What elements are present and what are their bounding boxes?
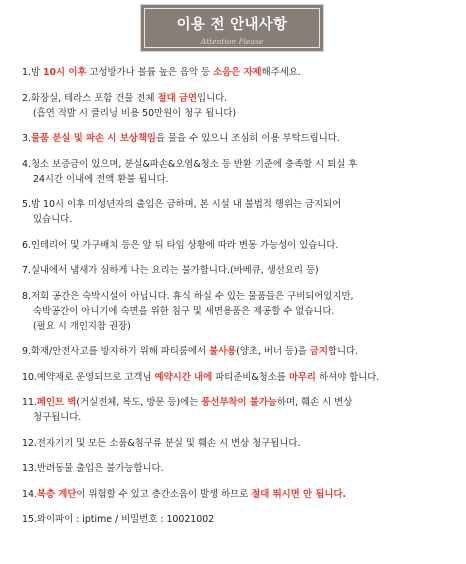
rule-text: 청구됩니다. (33, 412, 82, 423)
highlight-text: 페인트 벽 (36, 397, 77, 408)
rule-11-line-2 (22, 410, 460, 425)
rule-text: 9.화재/안전사고를 방지하기 위해 파티룸에서 (22, 346, 210, 357)
rule-text: 11. (22, 397, 37, 408)
highlight-text: 소음은 자제 (213, 67, 262, 78)
rule-9-line-1 (22, 344, 460, 359)
rule-text: 7.실내에서 냄새가 심하게 나는 요리는 불가합니다.(바베큐, 생선요리 등) (22, 265, 319, 276)
rule-6-line-1 (22, 238, 460, 253)
highlight-text: 마무리 (288, 371, 316, 383)
highlight-text: 10시 이후 (42, 67, 87, 78)
rule-7-line-1 (22, 263, 460, 278)
rule-text: 숙박공간이 아니기에 숙면을 위한 침구 및 세면용품은 제공할 수 없습니다. (33, 305, 335, 317)
rule-text: 해주세요. (261, 67, 301, 78)
rule-4-line-2 (22, 172, 460, 187)
rule-text: 24시간 이내에 전액 환불 됩니다. (33, 173, 169, 185)
rule-text: (흡연 적발 시 클리닝 비용 50만원이 청구 됩니다) (33, 107, 237, 119)
title-banner (140, 4, 324, 52)
rule-text: 파티준비&청소를 (212, 371, 289, 383)
highlight-text: 복층 계단 (36, 488, 77, 500)
rule-text: 8.저희 공간은 숙박시설이 아닙니다. 휴식 하실 수 있는 물품들은 구비되어있지만, (22, 290, 354, 302)
rule-text: 13.반려동물 출입은 불가능합니다. (22, 463, 164, 474)
highlight-text: 물품 분실 및 파손 시 보상책임 (30, 133, 156, 144)
rule-14-line-1 (22, 487, 460, 502)
rule-8-line-2 (22, 304, 460, 319)
rule-4-line-1 (22, 157, 460, 172)
rule-text: 입니다. (197, 92, 228, 104)
page-title: 이용 전 안내사항 (176, 17, 288, 33)
rule-8-line-3 (22, 319, 460, 334)
rule-text: 14. (22, 488, 37, 500)
highlight-text: 불사용 (209, 346, 237, 357)
highlight-text: 금지 (309, 346, 328, 357)
rule-text: 을 물을 수 있으니 조심히 이용 부탁드립니다. (155, 133, 340, 144)
highlight-text: 풍선부착이 불가능 (201, 397, 277, 408)
rule-text: (필요 시 개인지참 권장) (33, 320, 131, 332)
rule-text: 15.와이파이 : iptime / 비밀번호 : 10021002 (22, 514, 215, 525)
rule-text: 고성방가나 볼륨 높은 음악 등 (86, 67, 214, 78)
rule-text: 10.예약제로 운영되므로 고객님 (22, 371, 155, 383)
rule-10-line-1 (22, 370, 460, 385)
rule-text: 3. (22, 133, 31, 144)
rule-text: (거실전체, 복도, 방문 등)에는 (76, 397, 202, 408)
highlight-text: 절대 금연 (157, 92, 198, 104)
rule-text: 6.인테리어 및 가구배치 등은 앞 뒤 타임 상황에 따라 변동 가능성이 있습니다. (22, 239, 339, 251)
rule-5-line-2 (22, 212, 460, 227)
rule-2-line-2 (22, 106, 460, 121)
rule-11-line-1 (22, 395, 460, 410)
rule-1-line-1 (22, 65, 460, 80)
rule-text: 5.밤 10시 이후 미성년자의 출입은 금하며, 본 시설 내 불법적 행위는 금지되어 (22, 199, 342, 210)
rule-text: 하셔야 합니다. (315, 371, 380, 383)
banner-subtitle: Attention Please (200, 37, 264, 46)
rule-5-line-1 (22, 197, 460, 212)
rule-text: 있습니다. (33, 214, 73, 225)
rules-list (22, 65, 460, 527)
rule-text: 합니다. (327, 346, 359, 357)
rule-text: 4.청소 보증금이 있으며, 분실&파손&오염&청소 등 반환 기준에 충족할 시 퇴실 후 (22, 158, 358, 170)
rule-13-line-1 (22, 461, 460, 476)
rule-2-line-1 (22, 91, 460, 106)
rule-text: 1.밤 (22, 67, 43, 78)
rule-text: 이 위험할 수 있고 층간소음이 발생 하므로 (76, 488, 252, 500)
rule-text: (양초, 버너 등)을 (236, 346, 310, 357)
rule-8-line-1 (22, 289, 460, 304)
highlight-text: 절대 뛰시면 안 됩니다. (251, 488, 347, 500)
rule-3-line-1 (22, 131, 460, 146)
rule-text: 12.전자기기 및 모든 소품&침구류 분실 및 훼손 시 변상 청구됩니다. (22, 437, 301, 449)
rule-12-line-1 (22, 436, 460, 451)
rule-text: 하며, 훼손 시 변상 (276, 397, 353, 408)
rule-15-line-1 (22, 512, 460, 527)
rule-text: 2.화장실, 테라스 포함 건물 전체 (22, 92, 158, 104)
highlight-text: 예약시간 내에 (154, 371, 213, 383)
